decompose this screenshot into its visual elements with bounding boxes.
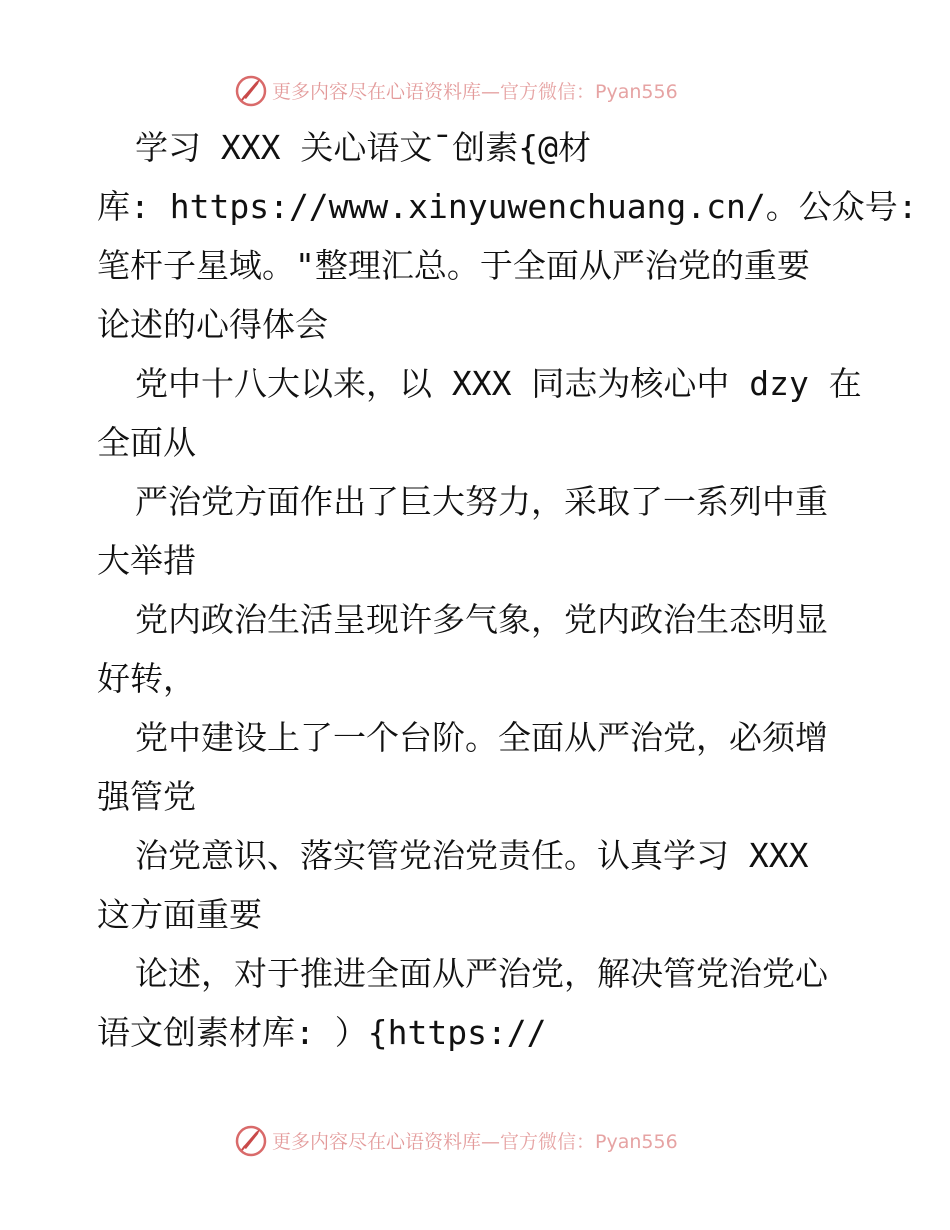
body-line: 严治党方面作出了巨大努力，采取了一系列中重: [135, 482, 828, 521]
body-line: 库: https://www.xinyuwenchuang.cn/。公众号:: [97, 187, 918, 226]
body-line: 治党意识、落实管党治党责任。认真学习 XXX: [135, 836, 809, 875]
body-line: 这方面重要: [97, 895, 262, 934]
body-line: 强管党: [97, 777, 196, 816]
body-line: 大举措: [97, 541, 196, 580]
document-body: [97, 118, 918, 1062]
footer-banner: [234, 1122, 678, 1158]
body-line: 党中建设上了一个台阶。全面从严治党，必须增: [135, 718, 828, 757]
banner-contact-text: —官方微信：Pyan556: [481, 1130, 678, 1153]
body-line: 全面从: [97, 423, 196, 462]
body-line: 论述，对于推进全面从严治党，解决管党治党心: [135, 954, 828, 993]
banner-site-text: 更多内容尽在心语资料库: [272, 80, 482, 103]
body-line: 党中十八大以来，以 XXX 同志为核心中 dzy 在: [135, 364, 862, 403]
body-line: 好转，: [97, 659, 196, 698]
banner-text: [272, 77, 678, 104]
quill-pen-icon: [234, 1123, 268, 1157]
header-banner: [234, 72, 678, 108]
body-line: 语文创素材库: ）{https://: [97, 1013, 547, 1052]
banner-text: [272, 1127, 678, 1154]
banner-site-text: 更多内容尽在心语资料库: [272, 1130, 482, 1153]
quill-pen-icon: [234, 73, 268, 107]
body-line: 党内政治生活呈现许多气象，党内政治生态明显: [135, 600, 828, 639]
body-line: 论述的心得体会: [97, 305, 328, 344]
body-line: 笔杆子星域。"整理汇总。于全面从严治党的重要: [97, 246, 810, 285]
banner-contact-text: —官方微信：Pyan556: [481, 80, 678, 103]
body-line: 学习 XXX 关心语文¯创素{@材: [135, 128, 591, 167]
